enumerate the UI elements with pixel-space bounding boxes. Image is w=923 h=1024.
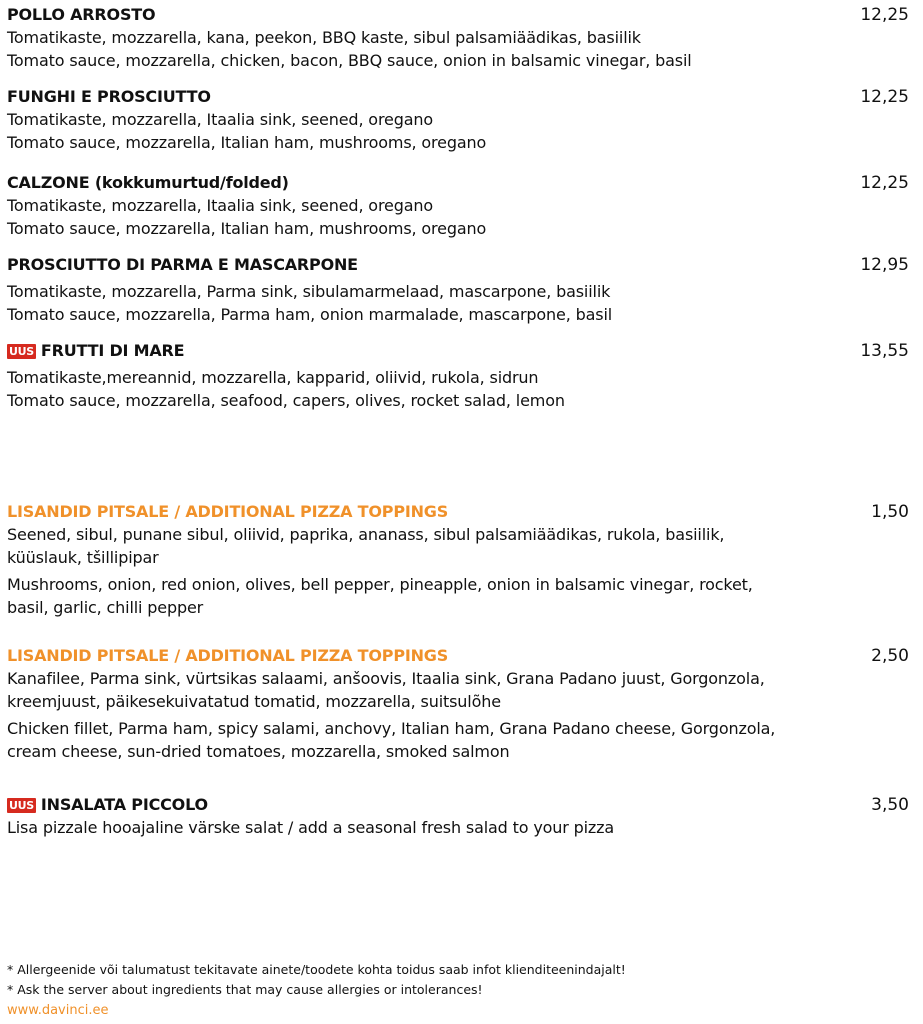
toppings-desc-et-2: küüslauk, tšillipipar	[7, 548, 159, 567]
item-price: 12,25	[860, 5, 909, 25]
allergy-note-et: * Allergeenide või talumatust tekitavate ainete/toodete kohta toidus saab infot klienditeenindajalt!	[7, 962, 626, 977]
toppings-title: LISANDID PITSALE / ADDITIONAL PIZZA TOPPINGS	[7, 502, 449, 521]
toppings-basic	[7, 501, 909, 619]
allergy-note-en: * Ask the server about ingredients that may cause allergies or intolerances!	[7, 982, 483, 997]
item-name: CALZONE (kokkumurtud/folded)	[7, 173, 289, 192]
toppings-desc-en-1: Mushrooms, onion, red onion, olives, bell pepper, pineapple, onion in balsamic vinegar, rocket,	[7, 575, 753, 594]
item-name: POLLO ARROSTO	[7, 5, 156, 24]
item-desc-en: Tomato sauce, mozzarella, Italian ham, mushrooms, oregano	[7, 219, 487, 238]
toppings-premium	[7, 645, 909, 763]
item-price: 13,55	[860, 341, 909, 361]
item-desc-en: Tomato sauce, mozzarella, Parma ham, onion marmalade, mascarpone, basil	[7, 305, 613, 324]
item-price: 12,25	[860, 87, 909, 107]
item-price: 12,95	[860, 255, 909, 275]
toppings-desc-en-2: cream cheese, sun-dried tomatoes, mozzarella, smoked salmon	[7, 742, 510, 761]
item-name: FUNGHI E PROSCIUTTO	[7, 87, 211, 106]
item-desc-en: Tomato sauce, mozzarella, chicken, bacon, BBQ sauce, onion in balsamic vinegar, basil	[7, 51, 692, 70]
toppings-title: LISANDID PITSALE / ADDITIONAL PIZZA TOPPINGS	[7, 646, 449, 665]
item-name: PROSCIUTTO DI PARMA E MASCARPONE	[7, 255, 358, 274]
item-desc-en: Tomato sauce, mozzarella, seafood, capers, olives, rocket salad, lemon	[7, 391, 565, 410]
menu-item-calzone	[7, 172, 909, 240]
toppings-desc-et-1: Kanafilee, Parma sink, vürtsikas salaami, anšoovis, Itaalia sink, Grana Padano juust, Gorgonzola,	[7, 669, 765, 688]
toppings-desc-en-2: basil, garlic, chilli pepper	[7, 598, 204, 617]
menu-item-funghi-e-prosciutto	[7, 86, 909, 154]
menu-item-pollo-arrosto	[7, 4, 909, 72]
toppings-desc-et-1: Seened, sibul, punane sibul, oliivid, paprika, ananass, sibul palsamiäädikas, rukola, basiilik,	[7, 525, 725, 544]
item-price: 12,25	[860, 173, 909, 193]
item-desc-et: Tomatikaste,mereannid, mozzarella, kapparid, oliivid, rukola, sidrun	[7, 368, 539, 387]
new-badge: UUS	[9, 344, 34, 358]
item-price: 3,50	[871, 795, 909, 815]
item-desc-et: Tomatikaste, mozzarella, Parma sink, sibulamarmelaad, mascarpone, basiilik	[7, 282, 611, 301]
menu-item-prosciutto-di-parma	[7, 254, 909, 326]
item-desc: Lisa pizzale hooajaline värske salat / add a seasonal fresh salad to your pizza	[7, 818, 615, 837]
menu-item-frutti-di-mare	[7, 340, 909, 412]
website-link[interactable]: www.davinci.ee	[7, 1003, 109, 1018]
item-desc-en: Tomato sauce, mozzarella, Italian ham, mushrooms, oregano	[7, 133, 487, 152]
menu-item-insalata-piccolo	[7, 794, 909, 839]
item-desc-et: Tomatikaste, mozzarella, Itaalia sink, seened, oregano	[7, 110, 434, 129]
new-badge: UUS	[9, 798, 34, 812]
item-name: FRUTTI DI MARE	[40, 341, 185, 360]
toppings-price: 2,50	[871, 646, 909, 666]
item-name: INSALATA PICCOLO	[40, 795, 208, 814]
item-desc-et: Tomatikaste, mozzarella, kana, peekon, BBQ kaste, sibul palsamiäädikas, basiilik	[7, 28, 641, 47]
toppings-desc-et-2: kreemjuust, päikesekuivatatud tomatid, mozzarella, suitsulõhe	[7, 692, 501, 711]
toppings-desc-en-1: Chicken fillet, Parma ham, spicy salami, anchovy, Italian ham, Grana Padano cheese, Gorgonzola,	[7, 719, 776, 738]
item-desc-et: Tomatikaste, mozzarella, Itaalia sink, seened, oregano	[7, 196, 434, 215]
toppings-price: 1,50	[871, 502, 909, 522]
